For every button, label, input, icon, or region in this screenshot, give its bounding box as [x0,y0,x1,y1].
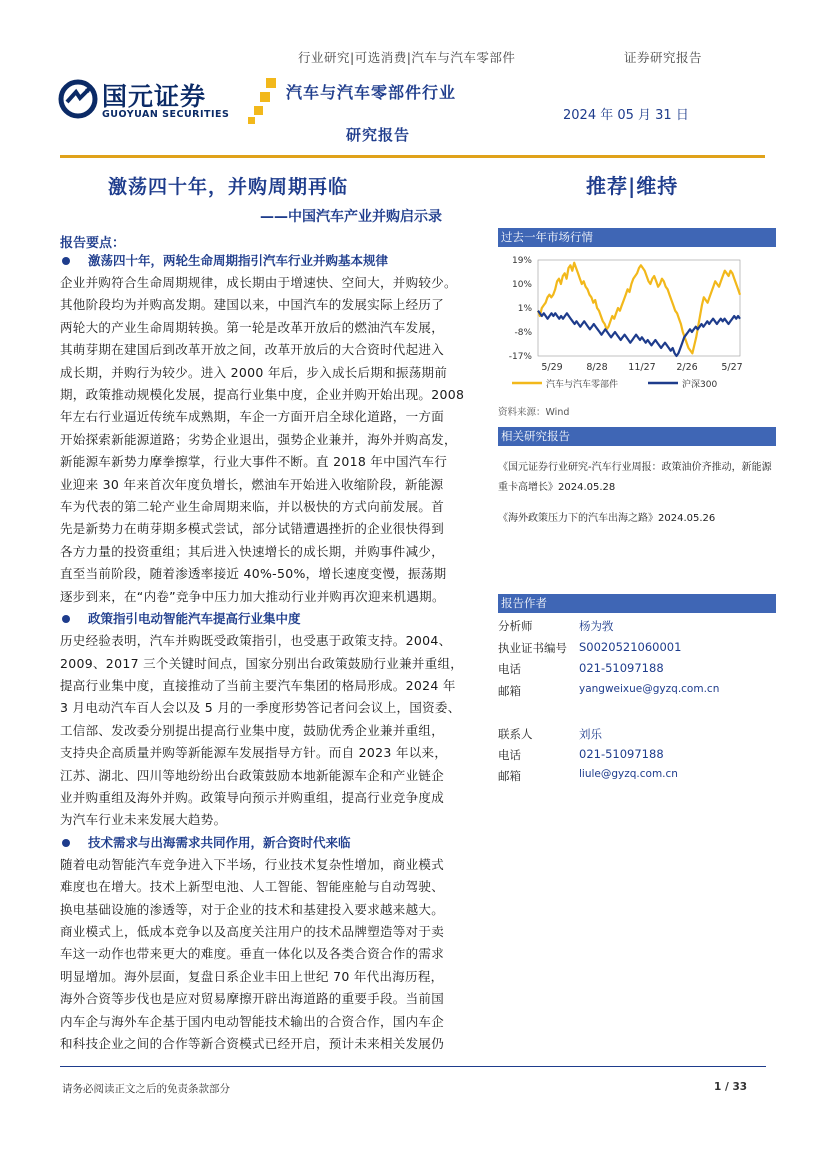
rating-badge: 推荐|维持 [586,174,679,198]
report-category: 行业研究|可选消费|汽车与汽车零部件 [298,50,516,65]
section-paragraph: 企业并购符合生命周期规律，成长期由于增速快、空间大，并购较少。 其他阶段均为并购高发期。建国以来，中国汽车的发展实际上经历了 两轮大的产业生命周期转换。第一轮是改革开放后的燃油汽车发展， 其萌芽期在建国后到改革开放之间，改革开放后的大合资时代起进入 成长期，并购行为较少。进入 2000 年后，步入成长后期和振荡期前 期，政策推动规模化发展，提高行业集中度，企业并购开始出现。2008 年左右行业逼近传统车成熟期，车企一方面开启全球化道路，一方面 开始探索新能源道路；劣势企业退出，强势企业兼并，海外并购高发， 新能源车新势力摩拳擦掌，行业大事件不断。直 2018 年中国汽车行 业迎来 30 年来首次年度负增长，燃油车开始进入收缩阶段，新能源 车为代表的第二轮产业生命周期来临，并以极快的方式向前发展。首 先是新势力在萌芽期多模式尝试，部分试错遭遇挫折的企业很快得到 各方力量的投资重组；其后进入快速增长的成长期，并购事件减少， 直至当前阶段，随着渗透率接近 40%-50%，增长速度变慢，振荡期 逐步到来，在“内卷”竞争中压力加大推动行业并购再次迎来机遇期。 [60,275,465,604]
summary-section [60,250,492,608]
bullet-icon [62,615,70,623]
phone-row: 电话 021-51097188 [498,661,664,676]
report-subtitle: ——中国汽车产业并购启示录 [260,209,442,225]
x-tick-label: 2/26 [676,362,698,373]
summary-section [60,832,492,1056]
contact-phone-row: 电话 021-51097188 [498,747,664,762]
document-type: 证券研究报告 [624,50,703,65]
section-heading: 技术需求与出海需求共同作用，新合资时代来临 [60,832,492,854]
legend-label: 沪深300 [682,380,718,390]
report-date: 2024 年 05 月 31 日 [563,108,689,123]
market-performance-chart [498,250,776,400]
analyst-row: 分析师 杨为敩 [498,619,614,633]
license-row: 执业证书编号 S0020521060001 [498,640,682,655]
x-tick-label: 5/27 [721,362,743,373]
related-report-item[interactable]: 《海外政策压力下的汽车出海之路》2024.05.26 [498,513,716,524]
x-tick-label: 11/27 [628,362,656,373]
disclaimer-note: 请务必阅读正文之后的免责条款部分 [62,1083,230,1095]
x-tick-label: 8/28 [586,362,608,373]
section-heading: 政策指引电动智能汽车提高行业集中度 [60,608,492,630]
contact-row: 联系人 刘乐 [498,727,602,741]
section-paragraph: 随着电动智能汽车竞争进入下半场，行业技术复杂性增加，商业模式 难度也在增大。技术上新型电池、人工智能、智能座舱与自动驾驶、 换电基础设施的渗透等，对于企业的技术和基建投入要求越来越大。 商业模式上，低成本竞争以及高度关注用户的技术品牌塑造等对于卖 车这一动作也带来更大的难度。垂直一体化以及各类合资合作的需求 明显增加。海外层面，复盘日系企业丰田上世纪 70 年代出海历程， 海外合资等步伐也是应对贸易摩擦开辟出海道路的重要手段。当前国 内车企与海外车企基于国内电动智能技术输出的合资合作，国内车企 和科技企业之间的合作等新合资模式已经开启，预计未来相关发展仍 [60,856,445,1051]
report-title: 激荡四十年，并购周期再临 [108,176,349,198]
contact-email-row[interactable]: 邮箱 liule@gyzq.com.cn [498,768,678,783]
x-tick-label: 5/29 [541,362,563,373]
legend-label: 汽车与汽车零部件 [546,380,619,390]
market-section-header: 过去一年市场行情 [498,228,776,247]
related-report-item[interactable]: 《国元证券行业研究-汽车行业周报：政策油价齐推动，新能源 重卡高增长》2024.05.28 [498,462,772,493]
logo-gold-squares-icon [246,78,280,126]
author-section-header: 报告作者 [498,594,776,613]
y-tick-label: 1% [517,304,532,314]
y-tick-label: -8% [514,328,532,338]
header-divider [60,155,765,158]
email-row[interactable]: 邮箱 yangweixue@gyzq.com.cn [498,683,720,698]
section-paragraph: 历史经验表明，汽车并购既受政策指引，也受惠于政策支持。2004、 2009、2017 三个关键时间点，国家分别出台政策鼓励行业兼并重组， 提高行业集中度，直接推动了当前主要汽车集团的格局形成。2024 年 3 月电动汽车百人会以及 5 月的一季度形势答记者问会议上，国资委、 工信部、发改委分别提出提高行业集中度，鼓励优秀企业兼并重组， 支持央企高质量并购等新能源车发展指导方针。而自 2023 年以来， 江苏、湖北、四川等地纷纷出台政策鼓励本地新能源车企和产业链企 业并购重组及海外并购。政策导向预示并购重组，提高行业竞争度成 为汽车行业未来发展大趋势。 [60,633,464,828]
sector-title: 汽车与汽车零部件行业 [286,83,457,102]
logo-text-cn: 国元证券 [102,82,207,111]
section-heading: 激荡四十年，两轮生命周期指引汽车行业并购基本规律 [60,250,492,272]
y-tick-label: 19% [511,256,532,266]
page-number: 1 / 33 [714,1081,748,1093]
summary-section [60,608,492,832]
summary-body [60,250,492,1055]
series-line-csi300 [538,311,740,356]
logo-mark-icon [58,77,98,121]
logo-text-en: GUOYUAN SECURITIES [102,109,230,120]
bullet-icon [62,839,70,847]
y-tick-label: 10% [511,280,532,290]
related-section-header: 相关研究报告 [498,427,776,446]
bullet-icon [62,257,70,265]
footer-divider [60,1066,766,1067]
y-tick-label: -17% [508,352,532,362]
summary-heading: 报告要点： [60,236,126,251]
chart-source: 资料来源：Wind [498,407,570,418]
report-type: 研究报告 [346,126,411,144]
company-logo [58,77,278,125]
